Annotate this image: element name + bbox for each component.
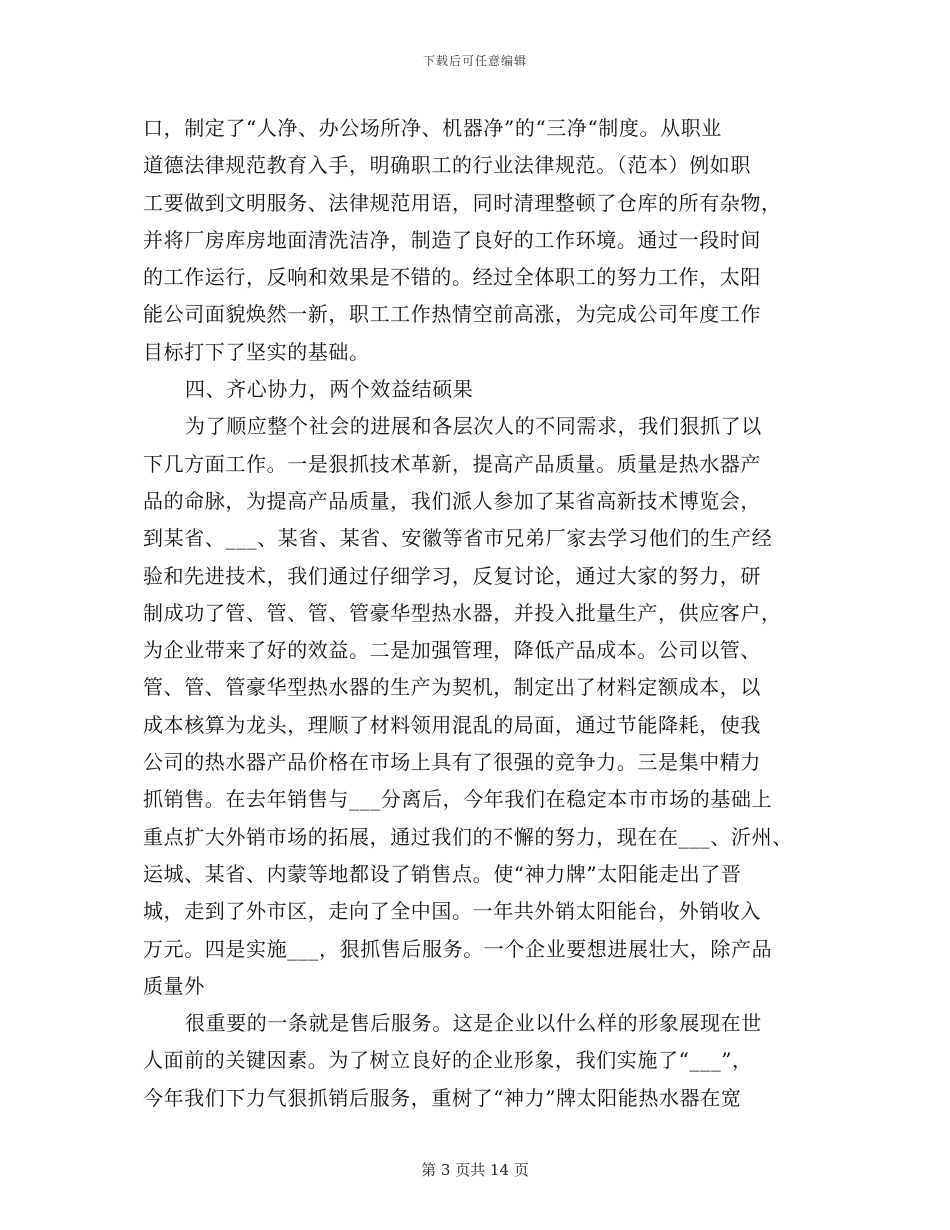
text-line: 能公司面貌焕然一新，职工工作热情空前高涨，为完成公司年度工作: [143, 302, 761, 327]
text-line: 万元。四是实施___，狠抓售后服务。一个企业要想进展壮大，除产品: [143, 936, 773, 961]
text-line: 口，制定了“人净、办公场所净、机器净”的“三净“制度。从职业: [143, 116, 722, 140]
document-body: [143, 110, 813, 1117]
text-line: 到某省、___、某省、某省、安徽等省市兄弟厂家去学习他们的生产经: [143, 526, 773, 551]
text-line: 今年我们下力气狠抓销后服务，重树了“神力”牌太阳能热水器在宽: [143, 1085, 742, 1110]
text-line: 为了顺应整个社会的进展和各层次人的不同需求，我们狠抓了以: [185, 414, 762, 439]
page-footer: 第 3 页共 14 页: [421, 1161, 529, 1179]
text-line: 为企业带来了好的效益。二是加强管理，降低产品成本。公司以管、: [143, 638, 761, 663]
text-line: 并将厂房库房地面清洗洁净，制造了良好的工作环境。通过一段时间: [143, 227, 761, 252]
text-line: 道德法律规范教育入手，明确职工的行业法律规范。（范本）例如职: [143, 153, 751, 178]
text-line: 四、齐心协力，两个效益结硕果: [185, 377, 474, 402]
text-line: 质量外: [143, 973, 205, 998]
text-line: 下几方面工作。一是狠抓技术革新，提高产品质量。质量是热水器产: [143, 451, 761, 476]
text-line: 工要做到文明服务、法律规范用语，同时清理整顿了仓库的所有杂物，: [143, 190, 782, 215]
text-line: 的工作运行，反响和效果是不错的。经过全体职工的努力工作，太阳: [143, 265, 761, 290]
text-line: 成本核算为龙头，理顺了材料领用混乱的局面，通过节能降耗，使我: [143, 712, 761, 737]
text-line: 目标打下了坚实的基础。: [143, 339, 370, 364]
text-line: 品的命脉，为提高产品质量，我们派人参加了某省高新技术博览会，: [143, 488, 761, 513]
text-line: 城，走到了外市区，走向了全中国。一年共外销太阳能台，外销收入: [143, 899, 761, 924]
text-line: 抓销售。在去年销售与___分离后，今年我们在稳定本市市场的基础上: [143, 787, 773, 812]
text-line: 重点扩大外销市场的拓展，通过我们的不懈的努力，现在在___、沂州、: [143, 824, 793, 849]
text-line: 公司的热水器产品价格在市场上具有了很强的竞争力。三是集中精力: [143, 750, 761, 775]
text-line: 制成功了管、管、管、管豪华型热水器，并投入批量生产，供应客户，: [143, 600, 782, 625]
text-line: 人面前的关键因素。为了树立良好的企业形象，我们实施了“___”，: [143, 1048, 753, 1073]
text-line: 验和先进技术，我们通过仔细学习，反复讨论，通过大家的努力，研: [143, 563, 761, 588]
text-line: 运城、某省、内蒙等地都设了销售点。使“神力牌”太阳能走出了晋: [143, 861, 742, 886]
text-line: 管、管、管豪华型热水器的生产为契机，制定出了材料定额成本，以: [143, 675, 761, 700]
page-header: 下载后可任意编辑: [422, 54, 527, 68]
text-line: 很重要的一条就是售后服务。这是企业以什么样的形象展现在世: [185, 1011, 762, 1036]
